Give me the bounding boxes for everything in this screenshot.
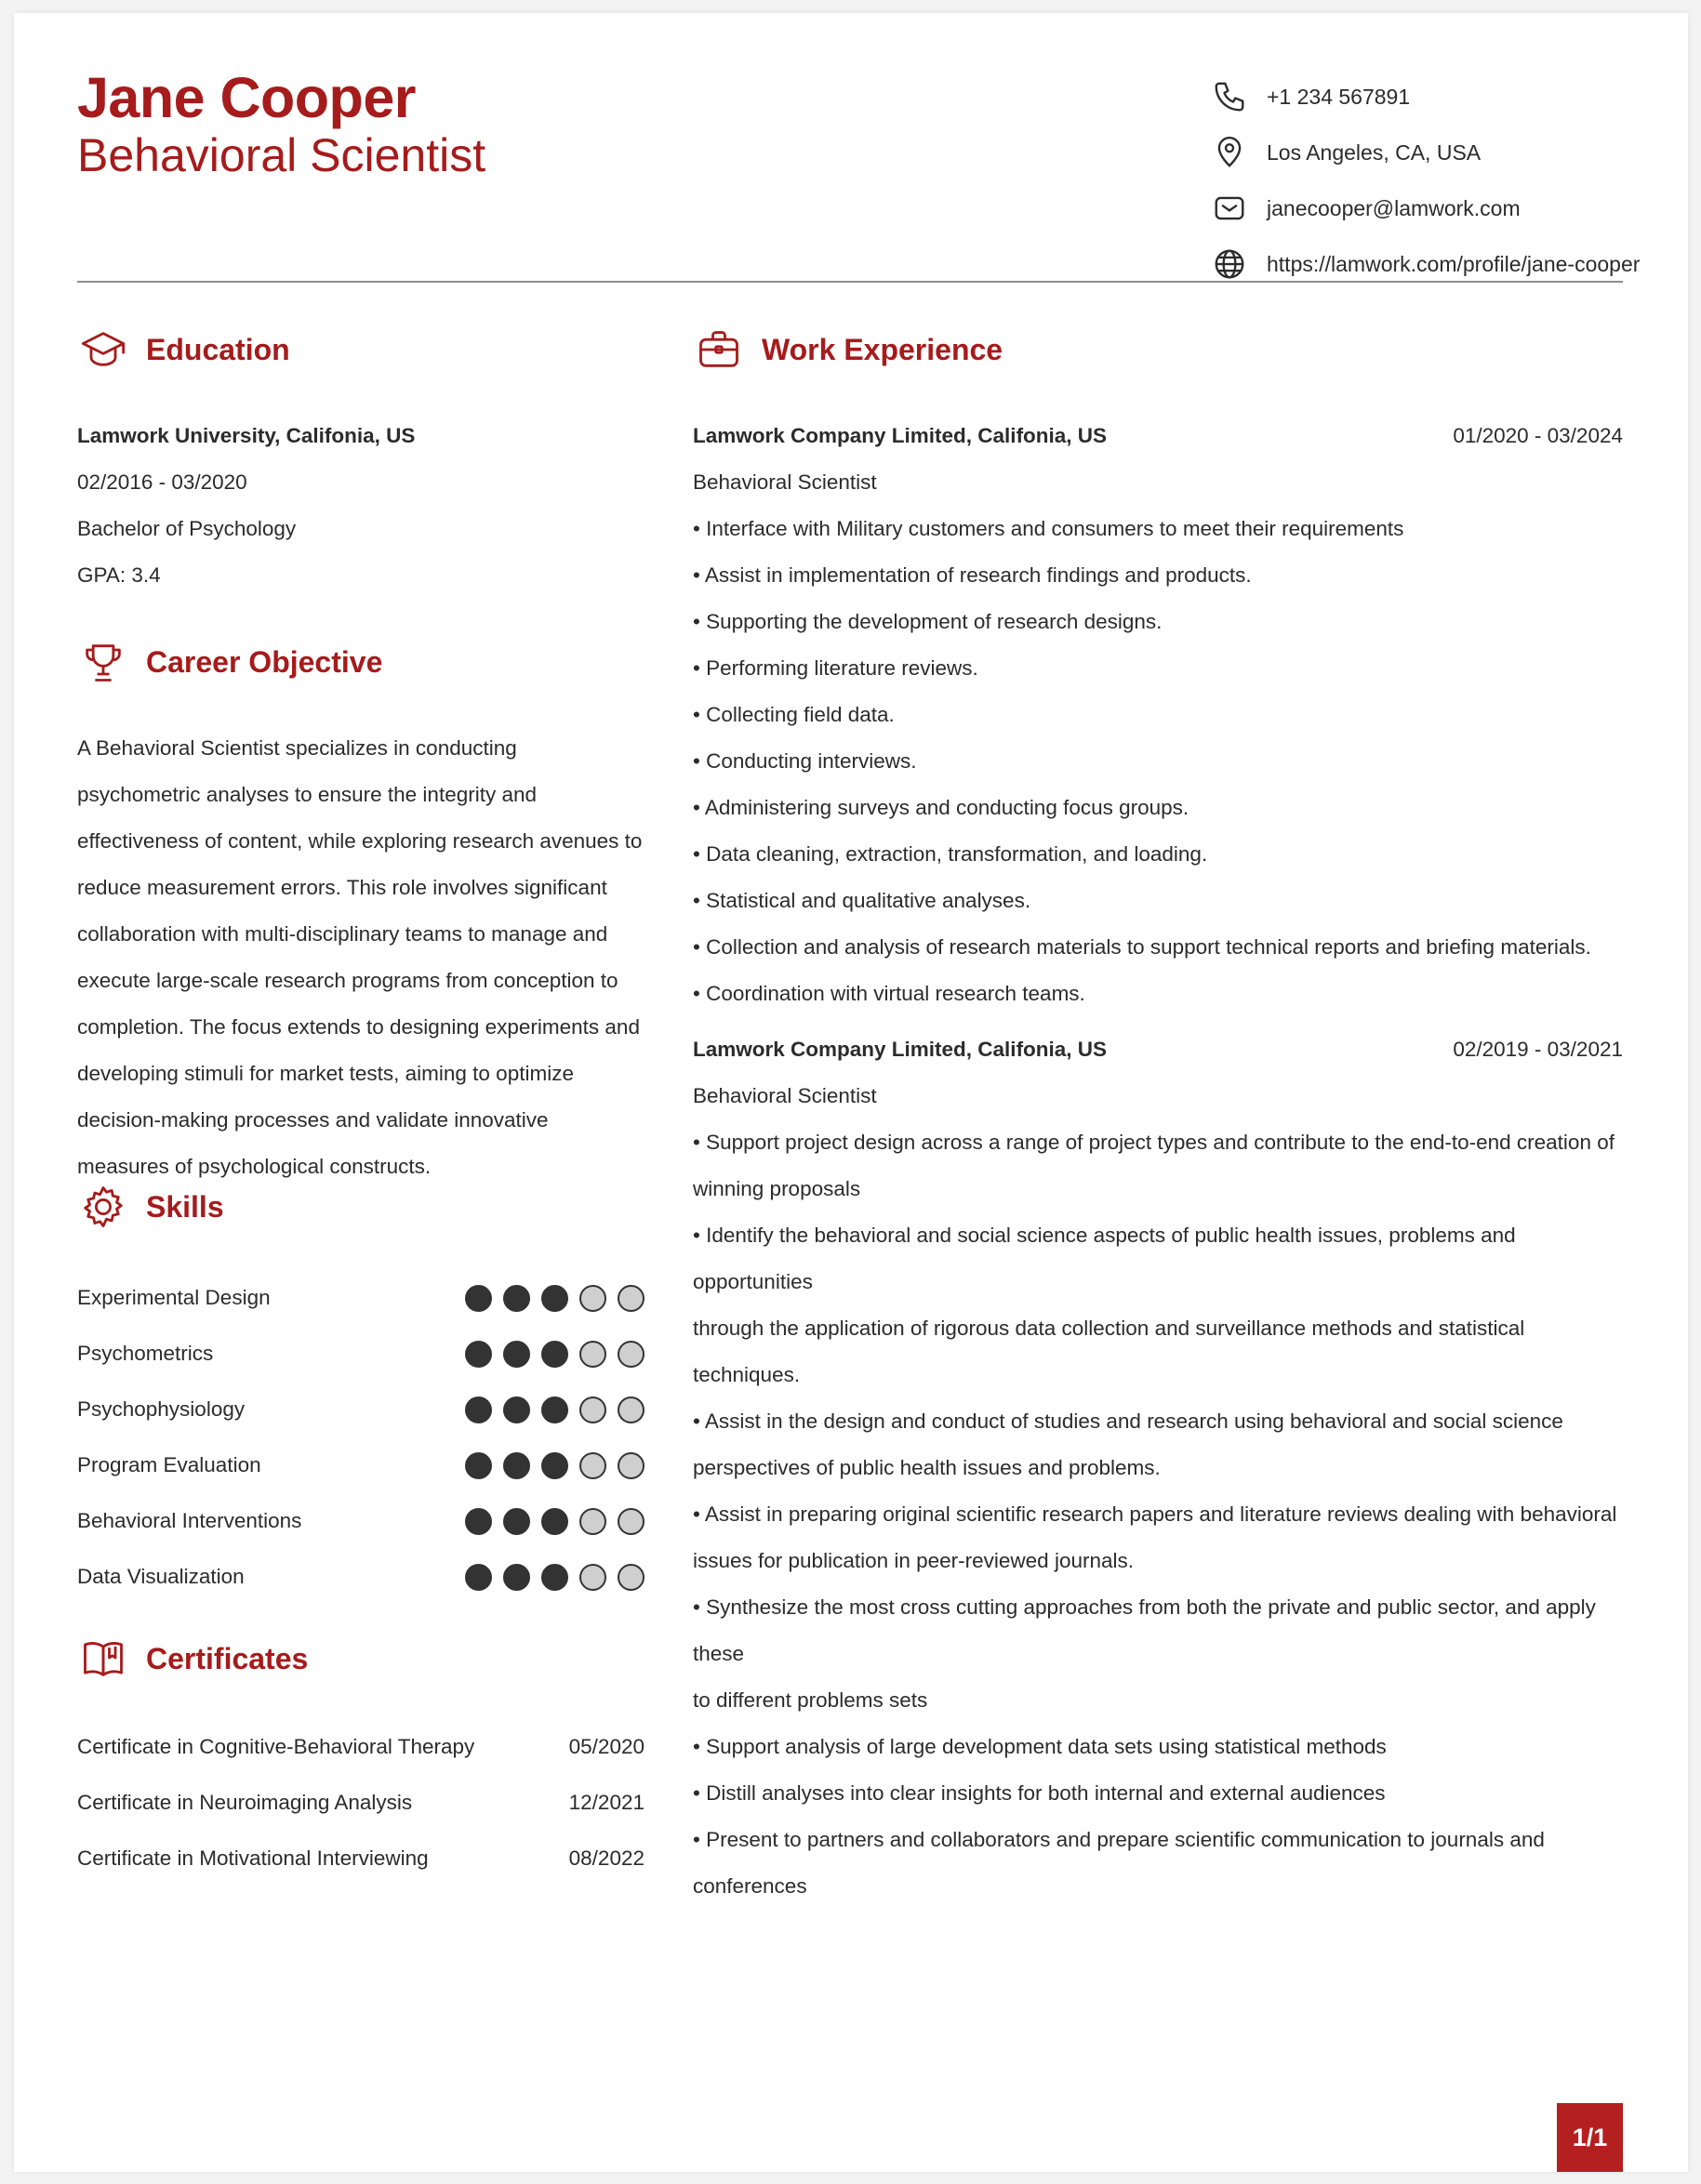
skill-name: Behavioral Interventions: [77, 1509, 302, 1532]
job-duty-line: • Assist in implementation of research findings and products.: [693, 563, 1252, 587]
education-heading: [77, 324, 290, 376]
job-duty-line: • Assist in preparing original scientific research papers and literature reviews dealing with behavioral: [693, 1502, 1617, 1526]
skill-row: [77, 1382, 645, 1437]
rating-dot-empty: [618, 1341, 645, 1368]
rating-dot-filled: [541, 1285, 568, 1312]
contact-phone: [1211, 69, 1640, 125]
job-company: Lamwork Company Limited, Califonia, US: [693, 424, 1108, 447]
job-duty-line: • Assist in the design and conduct of studies and research using behavioral and social science: [693, 1410, 1563, 1433]
phone-icon: [1211, 78, 1248, 115]
rating-dot-empty: [579, 1285, 606, 1312]
job-duties: [693, 1119, 1623, 1910]
skill-rating: [465, 1508, 645, 1535]
job-duty-line: to different problems sets: [693, 1688, 928, 1712]
job-duty-line: • Distill analyses into clear insights for both internal and external audiences: [693, 1781, 1386, 1805]
rating-dot-filled: [465, 1285, 492, 1312]
skills-title: Skills: [146, 1189, 224, 1224]
job-duty-line: • Supporting the development of research designs.: [693, 610, 1163, 633]
skill-name: Experimental Design: [77, 1286, 271, 1309]
rating-dot-empty: [579, 1341, 606, 1368]
email-link[interactable]: janecooper@lamwork.com: [1267, 195, 1521, 220]
certificate-name: Certificate in Cognitive-Behavioral Therapy: [77, 1735, 475, 1758]
job-duty-line: perspectives of public health issues and problems.: [693, 1456, 1161, 1479]
job-duty-line: • Present to partners and collaborators and prepare scientific communication to journals and conferences: [693, 1828, 1545, 1898]
rating-dot-filled: [503, 1452, 530, 1479]
objective-title: Career Objective: [146, 644, 383, 679]
job-header: [693, 413, 1623, 459]
mail-icon: [1211, 190, 1248, 227]
skill-rating: [465, 1396, 645, 1423]
skills-heading: [77, 1181, 224, 1233]
education-degree: Bachelor of Psychology: [77, 517, 297, 540]
skill-row: [77, 1326, 645, 1382]
rating-dot-empty: [579, 1396, 606, 1423]
rating-dot-filled: [541, 1452, 568, 1479]
contact-website: [1211, 236, 1640, 292]
job-duty-line: • Identify the behavioral and social science aspects of public health issues, problems and opportunities: [693, 1224, 1516, 1293]
certificate-date: 12/2021: [568, 1791, 645, 1814]
skill-rating: [465, 1285, 645, 1312]
job-dates: 01/2020 - 03/2024: [1453, 424, 1623, 447]
certificates-title: Certificates: [146, 1641, 309, 1675]
job-position: Behavioral Scientist: [693, 470, 877, 494]
job-company: Lamwork Company Limited, Califonia, US: [693, 1038, 1108, 1061]
rating-dot-empty: [579, 1452, 606, 1479]
rating-dot-empty: [618, 1508, 645, 1535]
rating-dot-empty: [618, 1285, 645, 1312]
objective-heading: [77, 636, 382, 688]
open-book-icon: [77, 1633, 129, 1685]
certificates-heading: [77, 1633, 308, 1685]
phone-text: +1 234 567891: [1267, 84, 1411, 109]
job-duty-line: • Statistical and qualitative analyses.: [693, 889, 1031, 912]
job-duty-line: • Interface with Military customers and consumers to meet their requirements: [693, 517, 1404, 540]
contact-location: [1211, 125, 1640, 180]
skill-rating: [465, 1341, 645, 1368]
job-duties: [693, 506, 1623, 1017]
job-duty-line: through the application of rigorous data collection and surveillance methods and statistical techniques.: [693, 1317, 1525, 1386]
work-heading: [693, 324, 1003, 376]
certificate-item: [77, 1775, 645, 1831]
rating-dot-filled: [503, 1396, 530, 1423]
certificates-list: [77, 1719, 645, 1886]
education-title: Education: [146, 332, 290, 366]
candidate-role: Behavioral Scientist: [77, 129, 486, 181]
location-pin-icon: [1211, 134, 1248, 171]
certificate-item: [77, 1719, 645, 1775]
rating-dot-filled: [541, 1508, 568, 1535]
rating-dot-filled: [465, 1564, 492, 1591]
graduation-cap-icon: [77, 324, 129, 376]
certificate-date: 05/2020: [568, 1735, 645, 1758]
rating-dot-filled: [503, 1341, 530, 1368]
rating-dot-filled: [541, 1396, 568, 1423]
trophy-icon: [77, 636, 129, 688]
job-duty-line: • Administering surveys and conducting focus groups.: [693, 796, 1189, 819]
job-dates: 02/2019 - 03/2021: [1453, 1038, 1623, 1061]
work-title: Work Experience: [762, 332, 1003, 366]
skill-row: [77, 1493, 645, 1549]
skill-name: Program Evaluation: [77, 1453, 261, 1476]
skill-rating: [465, 1452, 645, 1479]
certificate-date: 08/2022: [568, 1846, 645, 1870]
skill-name: Data Visualization: [77, 1565, 245, 1588]
job-duty-line: • Coordination with virtual research teams.: [693, 982, 1085, 1005]
job-duty-line: • Support analysis of large development data sets using statistical methods: [693, 1735, 1387, 1758]
job-header: [693, 1026, 1623, 1073]
skill-row: [77, 1549, 645, 1605]
rating-dot-filled: [465, 1452, 492, 1479]
rating-dot-empty: [618, 1452, 645, 1479]
contact-list: [1211, 69, 1640, 292]
rating-dot-empty: [579, 1564, 606, 1591]
header-divider: [77, 281, 1623, 283]
skill-rating: [465, 1564, 645, 1591]
location-text: Los Angeles, CA, USA: [1267, 139, 1482, 165]
job-duty-line: • Performing literature reviews.: [693, 656, 978, 680]
contact-email: [1211, 180, 1640, 236]
job-entry: [693, 1026, 1623, 1910]
job-position: Behavioral Scientist: [693, 1084, 877, 1107]
objective-text: A Behavioral Scientist specializes in conducting psychometric analyses to ensure the integrity and effectiveness of content, while exploring research avenues to reduce measurement errors. This role involves significant collaboration with multi-disciplinary teams to manage and execute large-scale research programs from conception to completion. The focus extends to designing experiments and developing stimuli for market tests, aiming to optimize decision-making processes and validate innovative measures of psychological constructs.: [77, 736, 643, 1178]
skill-name: Psychometrics: [77, 1342, 214, 1365]
job-entry: [693, 413, 1623, 1017]
education-dates: 02/2016 - 03/2020: [77, 470, 247, 494]
skill-row: [77, 1270, 645, 1326]
page-indicator: 1/1: [1557, 2103, 1623, 2172]
job-duty-line: • Collection and analysis of research materials to support technical reports and briefing materials.: [693, 935, 1591, 959]
rating-dot-filled: [541, 1564, 568, 1591]
skill-name: Psychophysiology: [77, 1397, 246, 1421]
education-gpa: GPA: 3.4: [77, 563, 161, 587]
job-duty-line: winning proposals: [693, 1177, 861, 1200]
job-duty-line: • Data cleaning, extraction, transformation, and loading.: [693, 842, 1208, 866]
rating-dot-filled: [465, 1508, 492, 1535]
job-duty-line: • Support project design across a range of project types and contribute to the end-to-end creation of: [693, 1131, 1615, 1154]
rating-dot-filled: [465, 1341, 492, 1368]
candidate-name: Jane Cooper: [77, 66, 416, 129]
rating-dot-empty: [618, 1396, 645, 1423]
job-duty-line: • Synthesize the most cross cutting approaches from both the private and public sector, and apply these: [693, 1595, 1596, 1665]
gear-icon: [77, 1181, 129, 1233]
job-duty-line: • Collecting field data.: [693, 703, 895, 726]
job-duty-line: • Conducting interviews.: [693, 749, 917, 773]
certificate-item: [77, 1831, 645, 1886]
skill-row: [77, 1437, 645, 1493]
certificate-name: Certificate in Neuroimaging Analysis: [77, 1791, 413, 1814]
skills-list: [77, 1270, 645, 1605]
resume-page: [14, 13, 1688, 2172]
website-link[interactable]: https://lamwork.com/profile/jane-cooper: [1267, 251, 1641, 276]
certificate-name: Certificate in Motivational Interviewing: [77, 1846, 429, 1870]
education-entry: [77, 413, 415, 599]
rating-dot-empty: [618, 1564, 645, 1591]
rating-dot-filled: [503, 1564, 530, 1591]
globe-icon: [1211, 245, 1248, 283]
job-duty-line: issues for publication in peer-reviewed journals.: [693, 1549, 1134, 1572]
briefcase-icon: [693, 324, 745, 376]
rating-dot-filled: [503, 1285, 530, 1312]
rating-dot-empty: [579, 1508, 606, 1535]
rating-dot-filled: [503, 1508, 530, 1535]
education-school: Lamwork University, Califonia, US: [77, 424, 416, 447]
rating-dot-filled: [465, 1396, 492, 1423]
rating-dot-filled: [541, 1341, 568, 1368]
